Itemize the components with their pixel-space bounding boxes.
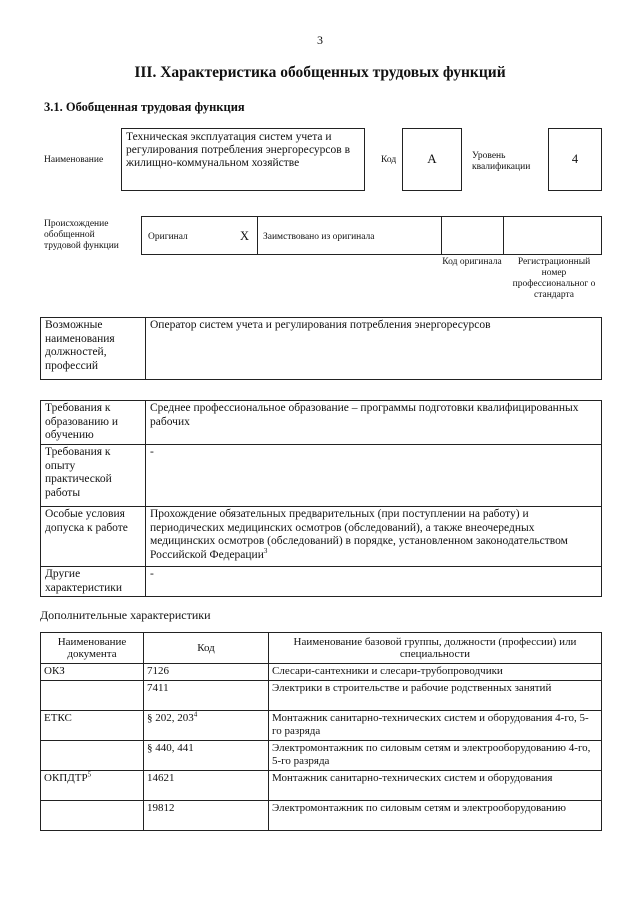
cell-document: ОКЗ	[41, 664, 144, 681]
additional-table	[40, 632, 602, 831]
table-row	[41, 741, 602, 771]
requirements-table	[40, 400, 602, 597]
req-label-experience: Требования к опыту практической работы	[41, 445, 146, 507]
header-group-name: Наименование базовой группы, должности (профессии) или специальности	[269, 633, 602, 664]
table-row	[41, 681, 602, 711]
cell-document	[41, 801, 144, 831]
req-value-special	[146, 507, 602, 567]
code-label: Код	[381, 155, 397, 165]
level-value: 4	[571, 152, 579, 166]
cell-code: 7126	[144, 664, 269, 681]
cell-name: Электромонтажник по силовым сетям и электрооборудованию	[269, 801, 602, 831]
req-value-experience: -	[146, 445, 602, 507]
cell-document: ЕТКС	[41, 711, 144, 741]
positions-label: Возможные наименования должностей, профессий	[41, 318, 146, 380]
cell-code-text: § 202, 203	[147, 712, 194, 724]
level-label-line-2: квалификации	[472, 162, 531, 172]
req-label-special: Особые условия допуска к работе	[41, 507, 146, 567]
origin-label-line: трудовой функции	[44, 241, 119, 251]
cell-name: Электрики в строительстве и рабочие родственных занятий	[269, 681, 602, 711]
subsection-title: 3.1. Обобщенная трудовая функция	[44, 100, 245, 114]
positions-table	[40, 317, 602, 380]
header-code: Код	[144, 633, 269, 664]
cell-code: 7411	[144, 681, 269, 711]
section-title: III. Характеристика обобщенных трудовых функций	[134, 64, 506, 81]
code-original-caption: Код оригинала	[442, 257, 502, 267]
cell-name: Монтажник санитарно-технических систем и оборудования	[269, 771, 602, 801]
level-label	[472, 151, 530, 173]
name-value: Техническая эксплуатация систем учета и регулирования потребления энергоресурсов в жилищно-коммунальном хозяйстве	[121, 128, 365, 191]
level-label-line-1: Уровень	[472, 151, 506, 161]
table-row	[41, 711, 602, 741]
positions-value: Оператор систем учета и регулирования потребления энергоресурсов	[146, 318, 602, 380]
origin-row	[141, 216, 602, 255]
page-number: 3	[317, 33, 323, 47]
cell-code: § 440, 441	[144, 741, 269, 771]
cell-name: Слесари-сантехники и слесари-трубопроводчики	[269, 664, 602, 681]
additional-title: Дополнительные характеристики	[40, 608, 211, 622]
table-row	[41, 664, 602, 681]
original-label: Оригинал	[148, 232, 188, 242]
reg-number-caption: Регистрационный номер профессиональног о стандарта	[512, 257, 596, 300]
cell-name: Электромонтажник по силовым сетям и электрооборудованию 4-го, 5-го разряда	[269, 741, 602, 771]
footnote-mark: 3	[263, 546, 268, 555]
borrowed-label: Заимствовано из оригинала	[263, 232, 375, 242]
table-row	[41, 771, 602, 801]
req-label-other: Другие характеристики	[41, 567, 146, 597]
original-mark: X	[240, 229, 250, 243]
level-box	[548, 128, 602, 191]
cell-document	[41, 771, 144, 801]
name-label: Наименование	[44, 155, 104, 165]
origin-label-line: обобщенной	[44, 230, 95, 240]
footnote-mark: 5	[87, 770, 92, 779]
code-box	[402, 128, 462, 191]
origin-label-line: Происхождение	[44, 219, 109, 229]
code-value: А	[427, 151, 437, 166]
req-value-other: -	[146, 567, 602, 597]
cell-document-text: ОКПДТР	[44, 772, 88, 784]
header-document: Наименование документа	[41, 633, 144, 664]
req-label-education: Требования к образованию и обучению	[41, 401, 146, 445]
cell-code: 19812	[144, 801, 269, 831]
table-row	[41, 801, 602, 831]
req-value-education: Среднее профессиональное образование – программы подготовки квалифицированных рабочих	[146, 401, 602, 445]
cell-name: Монтажник санитарно-технических систем и оборудования 4-го, 5-го разряда	[269, 711, 602, 741]
cell-code	[144, 711, 269, 741]
cell-document	[41, 741, 144, 771]
req-value-special-text: Прохождение обязательных предварительных (при поступлении на работу) и периодических медицинских осмотров (обследований), а также внеочередных медицинских осмотров (обследований) в порядке, установленном законодательством Российской Федерации	[150, 508, 568, 561]
origin-label	[44, 219, 119, 252]
footnote-mark: 4	[193, 710, 198, 719]
cell-document	[41, 681, 144, 711]
cell-code: 14621	[144, 771, 269, 801]
